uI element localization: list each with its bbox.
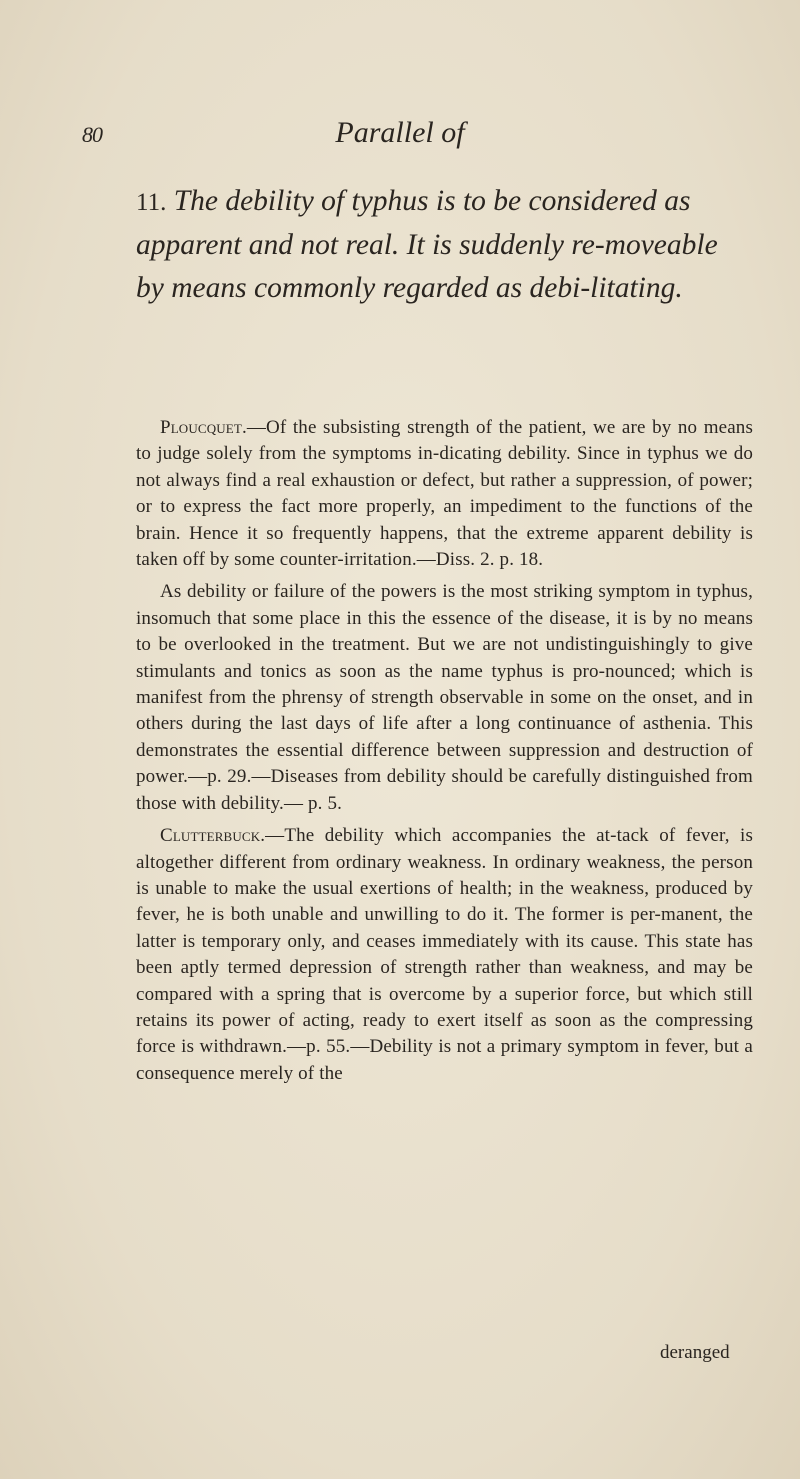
paragraph-text: —Of the subsisting strength of the patient, we are by no means to judge solely from the symptoms in-dicating debility. Since in typhus we do not always find a real exhaustion or defect, but rather a suppression, of power; or to express the fact more properly, an impediment to the functions of the brain. Hence it so frequently happens, that the extreme apparent debility is taken off by some counter-irritation.—Diss. 2. p. 18. (136, 417, 753, 571)
paragraph-text: As debility or failure of the powers is the most striking symptom in typhus, insomuch that some place in this the essence of the disease, it is by no means to be overlooked in the treatment. But we are not undistinguishingly to give stimulants and tonics as soon as the name typhus is pro-nounced; which is manifest from the phrensy of strength observable in some on the onset, and in others during the last days of life after a long continuance of asthenia. This demonstrates the essential difference between suppression and destruction of power.—p. 29.—Diseases from debility should be carefully distinguished from those with debility.— p. 5. (136, 581, 753, 814)
proposition-heading (136, 180, 751, 310)
running-head: Parallel of (335, 116, 465, 149)
proposition-number: 11. (136, 189, 167, 216)
author-name: Clutterbuck. (160, 825, 266, 847)
catchword: deranged (660, 1342, 730, 1363)
author-name: Ploucquet. (160, 417, 247, 438)
paragraph-ploucquet (136, 415, 753, 573)
proposition-text: The debility of typhus is to be considered as apparent and not real. It is suddenly re-moveable by means commonly regarded as debi-litating. (136, 185, 718, 304)
body-text (136, 415, 753, 1087)
paragraph-text: —The debility which accompanies the at-tack of fever, is altogether different from ordinary weakness. In ordinary weakness, the person is unable to make the usual exertions of health; in the weakness, produced by fever, he is both unable and unwilling to do it. The former is per-manent, the latter is temporary only, and ceases immediately with its cause. This state has been aptly termed depression of strength rather than weakness, and may be compared with a spring that is overcome by a superior force, but which still retains its power of acting, ready to exert itself as soon as the compressing force is withdrawn.—p. 55.—Debility is not a primary symptom in fever, but a consequence merely of the (136, 825, 753, 1084)
paragraph-debility (136, 579, 753, 817)
paragraph-clutterbuck (136, 823, 753, 1087)
page-number: 80 (82, 122, 102, 147)
